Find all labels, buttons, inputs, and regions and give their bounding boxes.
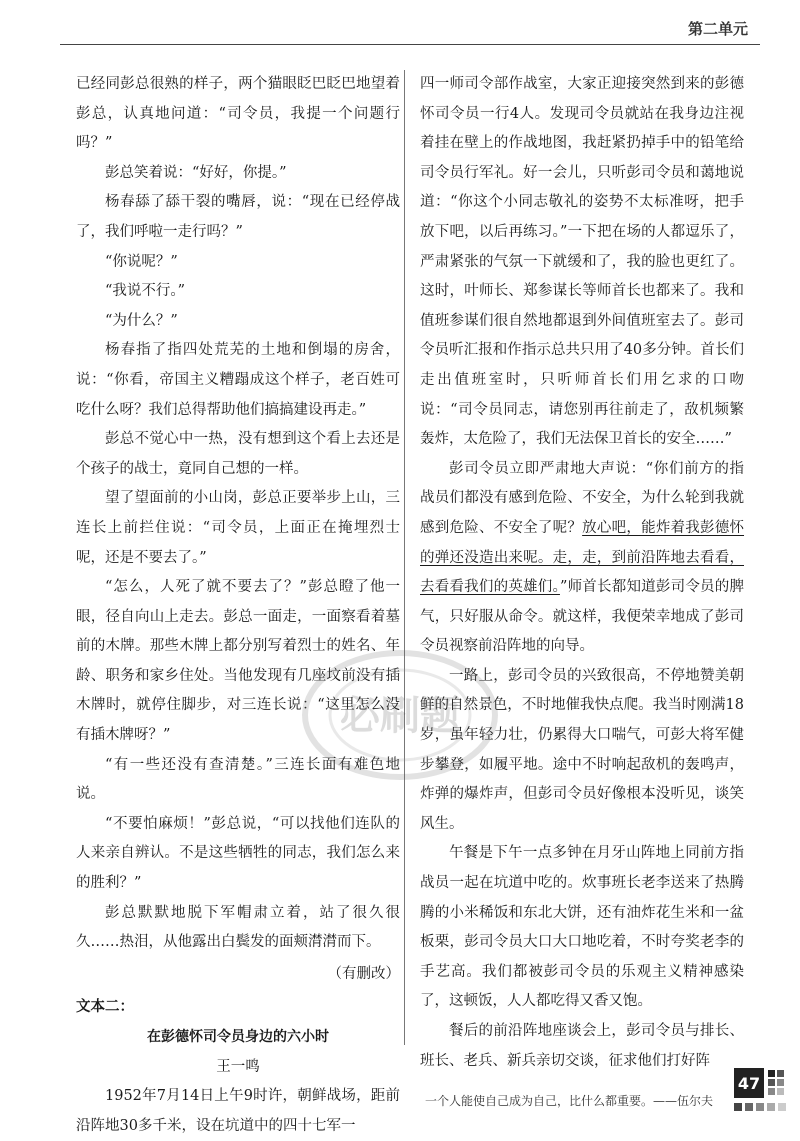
paragraph: 一路上，彭司令员的兴致很高，不停地赞美朝鲜的自然景色，不时地催我快点爬。我当时刚满18岁，虽年轻力壮，仍累得大口喘气，可彭大将军健步攀登，如履平地。途中不时响起敌机的轰鸣声，炸弹的爆炸声，但彭司令员好像根本没听见，谈笑风生。 — [420, 667, 744, 832]
paragraph: 望了望面前的小山岗，彭总正要举步上山，三连长上前拦住说：“司令员，上面正在掩埋烈士呢，还是不要去了。” — [76, 490, 400, 566]
corner-decoration-icon — [766, 1068, 786, 1098]
paragraph: 1952年7月14日上午9时许，朝鲜战场，距前沿阵地30多千米，设在坑道中的四十七军一 — [76, 1088, 400, 1134]
source-note: （有删改） — [327, 965, 400, 982]
paragraph: 餐后的前沿阵地座谈会上，彭司令员与排长、班长、老兵、新兵亲切交谈，征求他们打好阵 — [420, 1023, 744, 1069]
page-number: 47 — [734, 1068, 764, 1098]
unit-header: 第二单元 — [687, 20, 748, 38]
article-author: 王一鸣 — [216, 1058, 260, 1075]
paragraph: 午餐是下午一点多钟在月牙山阵地上同前方指战员一起在坑道中吃的。炊事班长老李送来了热腾腾的小米稀饭和东北大饼，还有油炸花生米和一盆板栗，彭司令员大口大口地吃着，不时夸奖老李的手艺高。我们都被彭司令员的乐观主义精神感染了，这顿饭，人人都吃得又香又饱。 — [420, 845, 744, 1010]
underlined-sentence: 放心吧，能炸着我彭德怀的弹还没造出来呢。走，走，到前沿阵地去看看，去看看我们的英雄们。 — [420, 519, 745, 596]
watermark-text: 必刷题 — [340, 693, 460, 739]
left-column — [76, 70, 400, 1141]
text-span: 彭司令员立即严肃地大声说：“你们前方的指战员们都没有感到危险、不安全，为什么轮到我就感到危险、不安全了呢？ — [420, 460, 744, 536]
paragraph: “不要怕麻烦！”彭总说，“可以找他们连队的人来亲自辨认。不是这些牺牲的同志，我们怎么来的胜利？” — [76, 815, 400, 892]
right-column — [420, 70, 744, 1076]
article-title: 在彭德怀司令员身边的六小时 — [147, 1029, 329, 1045]
paragraph: 彭总不觉心中一热，没有想到这个看上去还是个孩子的战士，竟同自己想的一样。 — [76, 431, 400, 477]
header-rule — [60, 44, 760, 45]
text-span: ”师首长都知道彭司令员的脾气，只好服从命令。就这样，我便荣幸地成了彭司令员视察前沿阵地的向导。 — [420, 579, 744, 655]
paragraph: 杨春指了指四处荒芜的土地和倒塌的房舍，说：“你看，帝国主义糟蹋成这个样子，老百姓可吃什么呀？我们总得帮助他们搞搞建设再走。” — [76, 342, 400, 418]
text-label: 文本二： — [76, 999, 134, 1016]
paragraph-with-underline — [420, 455, 744, 662]
paragraph: 彭总默默地脱下军帽肃立着，站了很久很久……热泪，从他露出白鬓发的面颊潸潸而下。 — [76, 904, 400, 951]
paragraph: 已经同彭总很熟的样子，两个猫眼眨巴眨巴地望着彭总，认真地问道：“司令员，我提一个问题行吗？” — [76, 76, 400, 152]
column-divider — [404, 70, 405, 1045]
bottom-decoration-icon — [734, 1100, 786, 1114]
paragraph: “有一些还没有查清楚。”三连长面有难色地说。 — [76, 756, 400, 803]
paragraph: 杨春舔了舔干裂的嘴唇，说：“现在已经停战了，我们呼啦一走行吗？” — [76, 194, 400, 240]
paragraph: 彭总笑着说：“好好，你提。” — [105, 164, 287, 181]
paragraph: “我说不行。” — [105, 283, 186, 300]
paragraph: “为什么？” — [105, 312, 178, 329]
footer-quote: 一个人能使自己成为自己，比什么都重要。——伍尔夫 — [425, 1094, 714, 1108]
paragraph: 四一师司令部作战室，大家正迎接突然到来的彭德怀司令员一行4人。发现司令员就站在我身边注视着挂在壁上的作战地图，我赶紧扔掉手中的铅笔给司令员行军礼。好一会儿，只听彭司令员和蔼地说道：“你这个小同志敬礼的姿势不太标准呀，把手放下吧，以后再练习。”一下把在场的人都逗乐了，严肃紧张的气氛一下就缓和了，我的脸也更红了。这时，叶师长、郑参谋长等师首长也都来了。我和值班参谋们很自然地都退到外间值班室去了。彭司令员听汇报和作指示总共只用了40多分钟。首长们走出值班室时，只听师首长们用乞求的口吻说：“司令员同志，请您别再往前走了，敌机频繁轰炸，太危险了，我们无法保卫首长的安全……” — [420, 76, 744, 448]
paragraph: “你说呢？” — [105, 253, 178, 270]
paragraph: “怎么，人死了就不要去了？”彭总瞪了他一眼，径自向山上走去。彭总一面走，一面察看着墓前的木牌。那些木牌上都分别写着烈士的姓名、年龄、职务和家乡住处。当他发现有几座坟前没有插木牌时，就停住脚步，对三连长说：“这里怎么没有插木牌呀？” — [76, 579, 400, 744]
